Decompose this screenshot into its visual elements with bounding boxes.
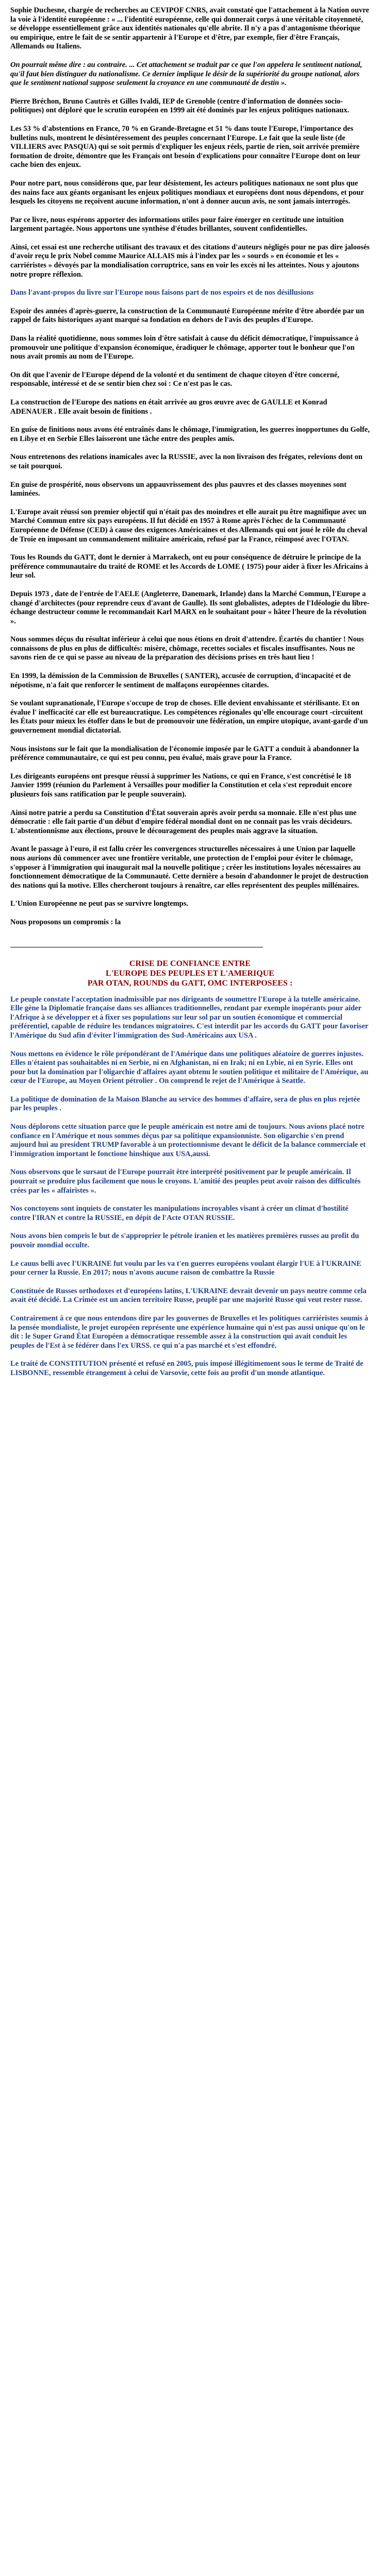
paragraph: Tous les Rounds du GATT, dont le dernier à Marrakech, ont eu pour conséquence de détruire le principe de la préférence communautaire du traité de ROME et les Accords de LOME ( 1975) pour aider à fixer les Africains à leur sol. — [10, 553, 369, 580]
section-title-line-1: CRISE DE CONFIANCE ENTRE — [129, 959, 251, 968]
paragraph: Dans l'avant-propos du livre sur l'Europe nous faisons part de nos espoirs et de nos désillusions — [10, 289, 314, 297]
paragraph: Constituée de Russes orthodoxes et d'européens latins, L'UKRAINE devrait devenir un pays neutre comme cela avait été décidé. La Crimée est un ancien territoire Russe, peuplé par une majorité Russe qui veut rester russe. — [10, 1286, 367, 1304]
paragraph: Ainsi notre patrie a perdu sa Constitution d'État souverain après avoir perdu sa monnaie. Elle n'est plus une démocratie : elle fait partie d'un début d'empire fédéral mondial dont on ne connait pas les vrais décideurs. L'abstentionnisme aux élections, prouve le découragement des peuples mais aggrave la situation. — [10, 808, 357, 835]
paragraph: En guise de prospérité, nous observons un appauvrissement des plus pauvres et des classes moyennes sont laminées. — [10, 480, 347, 498]
paragraph: Nous entretenons des relations inamicales avec la RUSSIE, avec la non livraison des frégates, relevions dont on se tait pourquoi. — [10, 453, 363, 470]
paragraph: Nous insistons sur le fait que la mondialisation de l'économie imposée par le GATT a conduit à abandonner la préférence communautaire, ce qui est peu connu, peu évalué, mais grave pour la France. — [10, 744, 359, 762]
paragraph: Nous mettons en évidence le rôle prépondérant de l'Amérique dans une politiques aléatoire de guerres injustes. Elles n'étaient pas souhaitables ni en Serbie, ni en Afghanistan, ni en Irak; ni en Lybie, ni en Syrie. Elles ont pour but la domination par l'oligarchie d'affaires ayant obtenu le soutien politique et militaire de l'Amérique, au cœur de l'Europe, au Moyen Orient pétrolier . On comprend le rejet de l'Amérique à Seattle. — [10, 1049, 369, 1086]
paragraph: En guise de finitions nous avons été entraînés dans le chômage, l'immigration, les guerres inopportunes du Golfe, en Libye et en Serbie Elles laisseront une tâche entre des peuples amis. — [10, 426, 370, 443]
paragraph: Espoir des années d'après-guerre, la construction de la Communauté Européenne mérite d'être abordée par un rappel de faits historiques ayant marqué sa fondation en dehors de l'avis des peuples d'Europe. — [10, 307, 365, 325]
paragraph: Nos conctoyens sont inquiets de constater les manipulations incroyables visant à créer un climat d'hostilité contre l'IRAN et contre la RUSSIE, en dépit de l'Acte OTAN RUSSIE. — [10, 1205, 349, 1222]
paragraph: Les dirigeants européens ont presque réussi à supprimer les Nations, ce qui en France, s'est concrétisé le 18 Janvier 1999 (réunion du Parlement à Versailles pour modifier la Constitution et cela s'est reproduit encore plusieurs fois sans ratification par le peuple souverain). — [10, 772, 352, 799]
paragraph: Le traité de CONSTITUTION présenté et refusé en 2005, puis imposé illégitimement sous le terme de Traité de LISBONNE, ressemble étrangement à celui de Varsovie, cette fois au profit d'un monde atlantique. — [10, 1360, 364, 1377]
paragraph: En 1999, la démission de la Commission de Bruxelles ( SANTER), accusée de corruption, d'incapacité et de népotisme, n'a fait que renforcer le sentiment de malfaçons européennes citardes. — [10, 672, 351, 689]
section-title-line-3: PAR OTAN, ROUNDS du GATT, OMC INTERPOSEES : — [87, 978, 293, 988]
paragraph: Contrairement à ce que nous entendons dire par les gouvernes de Bruxelles et les politiques carriéristes soumis à la pensée mondialiste, le projet européen représente une expérience humaine qui n'est pas aussi unique qu'on le dit : le Super Grand État Européen a démocratique ressemble assez à la construction qui avait conduit les peuples de l'Est à se fédérer dans l'ex URSS. ce qui n'a pas marché et s'est effondré. — [10, 1314, 368, 1350]
paragraph: Pour notre part, nous considérons que, par leur désistement, les acteurs politiques nationaux ne sont plus que des nains face aux géants organisant les enjeux politiques mondiaux et européens dont nous dépendons, et pour lesquels les citoyens ne reçoivent aucune information, n'ont à donner aucun avis, ne sont jamais interrogés. — [10, 179, 364, 206]
section-title-line-2: L'EUROPE DES PEUPLES ET L'AMERIQUE — [106, 969, 274, 978]
paragraph: Pierre Bréchon, Bruno Cautrès et Gilles Ivaldi, IEP de Grenoble (centre d'information de données socio-politiques) ont déploré que le scrutin européen en 1999 ait été dominés par les enjeux politiques nationaux. — [10, 97, 350, 115]
paragraph: Le peuple constate l'acceptation inadmissible par nos dirigeants de soumettre l'Europe à la tutelle américaine. Elle gène la Diplomatie française dans ses alliances traditionnelles, rendant par exemple inopérants pour aider l'Afrique à se développer et à fixer ses populations sur leur sol par un soutien économique et commercial préférentiel, capable de réduire les tendances migratoires. C'est interdit par les accords du GATT pour favoriser l'Amérique du Sud afin d'éviter l'immigration des Sud-Américains aux USA . — [10, 995, 369, 1040]
introduction-section — [10, 6, 370, 927]
paragraph: Sophie Duchesne, chargée de recherches au CEVIPOF CNRS, avait constaté que l'attachement à la Nation ouvre la voie à l'identité européenne : « ... l'identité européenne, celle qui donnerait corps à une véritable citoyenneté, se développe essentiellement grâce aux identités nationales qu'elle abrite. Il n'y a pas d'antagonisme théorique ou empirique, entre le fait de se sentir appartenir à l'Europe et d'être, par exemple, fier d'être Français, Allemands ou Italiens. — [10, 6, 369, 51]
paragraph: Ainsi, cet essai est une recherche utilisant des travaux et des citations d'auteurs négligés pour ne pas dire jaloosés d'avoir reçu le prix Nobel comme Maurice ALLAIS mis à l'index par les « sourds » en économie et les « carriéristes » dévoyés par la mondialisation corruptrice, sans en voir les excès ni les atteintes. Nous y ajoutons notre propre réflexion. — [10, 243, 370, 279]
paragraph: L'Union Européenne ne peut pas se survivre longtemps. — [10, 900, 189, 908]
paragraph: On pourrait même dire : au contraire. ... Cet attachement se traduit par ce que l'on appelera le sentiment national, qu'il faut bien distinguer du nationalisme. Ce dernier implique le désir de la supériorité du groupe national, alors que le sentiment national suppose seulement la croyance en une communauté de destin ». — [10, 60, 362, 88]
paragraph: Nous déplorons cette situation parce que le peuple américain est notre ami de toujours. Nous avions placé notre confiance en l'Amérique et nous sommes déçus par sa politique expansionniste. Son oligarchie s'en prend aujourd hui au president TRUMP favorable à un protectionnisme devant le déficit de la balance commerciale et l'immigration important le fonctione hinshique aux USA,aussi. — [10, 1123, 366, 1158]
paragraph: On dit que l'avenir de l'Europe dépend de la volonté et du sentiment de chaque citoyen d'être concerné, responsable, intéressé et de se sentir bien chez soi : Ce n'est pas le cas. — [10, 370, 339, 388]
paragraph: Le cauus belli avec l'UKRAINE fut voulu par les va t'en guerres européens voulant élargir l'UE à l'UKRAINE pour cerner la Russie. En 2017; nous n'avons aucune raison de combattre la Russie — [10, 1259, 361, 1277]
paragraph: Nous sommes déçus du résultat inférieur à celui que nous étions en droit d'attendre. Écartés du chantier ! Nous connaissons de plus en plus de difficultés: misère, chômage, recettes sociales et fiscales insuffisantes. Nous ne savons rien de ce qui se passe au niveau de la préparation des décisions prises en très haut lieu ! — [10, 635, 364, 662]
paragraph: Nous avons bien compris le but de s'approprier le pétrole iranien et les matières premières russes au profit du pouvoir mondial occulte. — [10, 1232, 359, 1249]
paragraph: Nous proposons un compromis : la — [10, 918, 121, 926]
paragraph: L'Europe avait réussi son premier objectif qui n'était pas des moindres et elle aurait pu être magnifique avec un Marché Commun entre six pays européens. Il fut décidé en 1957 à Rome après l'échec de la Communauté Européenne de Défense (CED) à cause des exigences Américaines et des Allemands qui ont joué le rôle du cheval de Troie en imposant un commandement militaire américain, refusé par la France, réimposé avec l'OTAN. — [10, 507, 368, 544]
paragraph: Avant le passage à l'euro, il est fallu créer les convergences structurelles nécessaires à une Union par laquelle nous aurions dû commencer avec une frontière veritable, une protection de l'emploi pour éviter le chômage, s'opposer à l'immigration qui inaugurait mal la nouvelle politique ; créer les institutions loyales nécessaires au fonctionnement démocratique de la Communauté. Cette dernière a besoin d'abandonner le projet de destruction des nations qui la motive. Elles chercheront toujours à renaître, car elles représentent des peuples millénaires. — [10, 845, 369, 890]
paragraph: La politique de domination de la Maison Blanche au service des hommes d'affaire, sera de plus en plus rejetée par les peuples . — [10, 1095, 360, 1113]
paragraph: Nous observons que le sursaut de l'Europe pourrait être interprété positivement par le peuple américain. Il pourrait se produire plus facilement que nous le croyons. L'amitié des peuples peut avoir raison des difficultés crées par les « affairistes ». — [10, 1168, 361, 1195]
paragraph: La construction de l'Europe des nations en était arrivée au gros œuvre avec de GAULLE et Konrad ADENAUER . Elle avait besoin de finitions . — [10, 398, 327, 416]
paragraph: Se voulant supranationale, l'Europe s'occupe de trop de choses. Elle devient envahissante et stérilisante. Et on évalue l' inefficacité car elle est bureaucratique. Les compétences régionales qu'elle encourage court -circuitent les États pour mieux les étoffer dans le but de promouvoir une fédération, un empire utopique, avant-garde d'un gouvernement mondial dictatorial. — [10, 699, 368, 735]
document-page — [10, 6, 370, 1387]
america-section — [10, 995, 370, 1378]
paragraph: Les 53 % d'abstentions en France, 70 % en Grande-Bretagne et 51 % dans toute l'Europe, l'importance des bulletins nuls, montrent le désintéressement des peuples concernant l'Europe. Le fait que la seule liste (de VILLIERS avec PASQUA) qui se soit permis d'expliquer les enjeux réels, partie de rien, soit arrivée première formation de droite, démontre que les Français ont besoin d'explications pour connaître l'Europe dont on leur cache bien des enjeux. — [10, 124, 360, 170]
paragraph: Depuis 1973 , date de l'entrée de l'AELE (Angleterre, Danemark, Irlande) dans la Marché Commun, l'Europe a changé d'architectes (pour reprendre ceux d'avant de Gaulle). Ils sont globalistes, adeptes de l'Idéologie du libre-échange destructeur comme le recommandait Karl MARX en le souhaitant pour « hâter l'heure de la révolution ». — [10, 589, 370, 625]
paragraph: Dans la réalité quotidienne, nous sommes loin d'être satisfait à cause du déficit démocratique, l'impuissance à promouvoir une politique d'expansion économique, éradiquer le chômage, apporter tout le bonheur que l'on nous avait promis au nom de l'Europe. — [10, 334, 359, 361]
paragraph: Par ce livre, nous espérons apporter des informations utiles pour faire émerger en certitude une intuition largement partagée. Nous apportons une synthèse d'études brillantes, souvent confidentielles. — [10, 215, 344, 233]
